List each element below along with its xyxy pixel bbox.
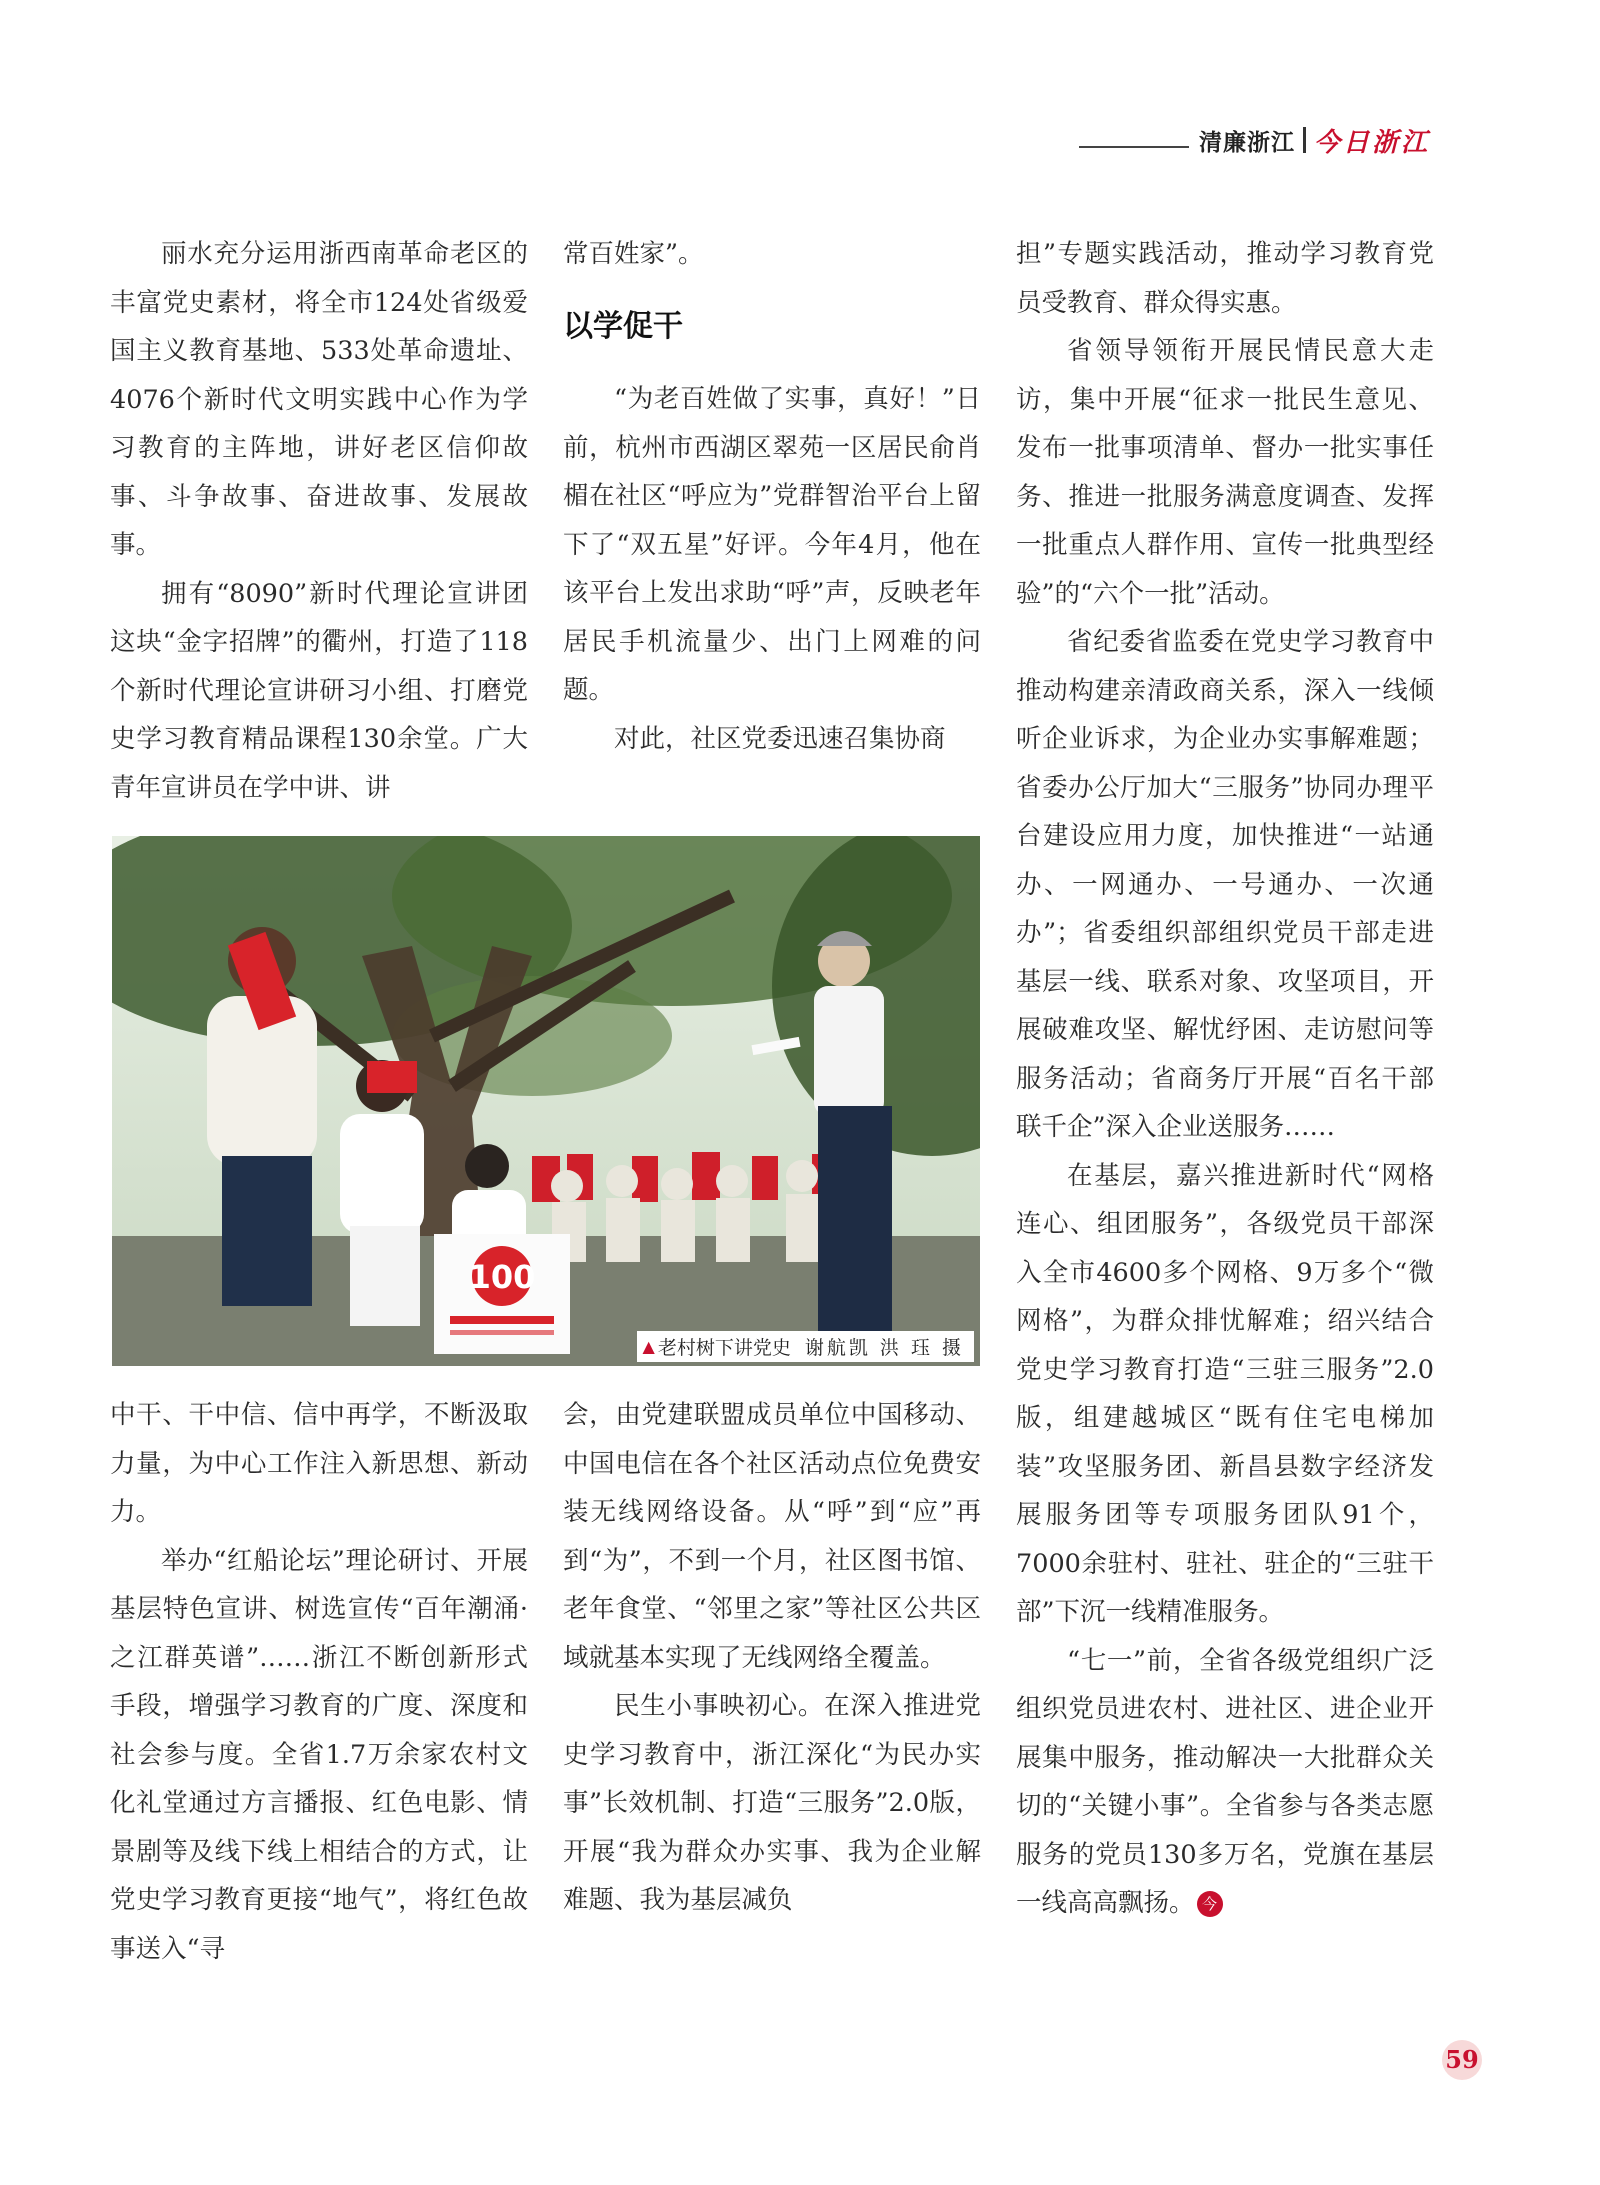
section-name: 清廉浙江	[1198, 129, 1295, 156]
section-heading: 以学促干	[563, 308, 683, 344]
paragraph: 对此，社区党委迅速召集协商	[614, 723, 946, 754]
column-1-top	[110, 230, 528, 812]
paragraph: 在基层，嘉兴推进新时代“网格连心、组团服务”，各级党员干部深入全市4600多个网格、9万多个“微网格”，为群众排忧解难；绍兴结合党史学习教育打造“三驻三服务”2.0版，组建越城区“既有住宅电梯加装”攻坚服务团、新昌县数字经济发展服务团等专项服务团队91个，7000余驻村、驻社、驻企的“三驻干部”下沉一线精准服务。	[1016, 1160, 1434, 1627]
column-2-top	[563, 230, 981, 763]
header-separator	[1303, 127, 1306, 153]
column-2-bottom	[563, 1391, 981, 1925]
paragraph: 丽水充分运用浙西南革命老区的丰富党史素材，将全市124处省级爱国主义教育基地、533处革命遗址、4076个新时代文明实践中心作为学习教育的主阵地，讲好老区信仰故事、斗争故事、奋进故事、发展故事。	[110, 239, 528, 560]
page-header	[1079, 120, 1430, 160]
photo-caption	[637, 1331, 974, 1362]
paragraph-text: “七一”前，全省各级党组织广泛组织党员进农村、进社区、进企业开展集中服务，推动解决一大批群众关切的“关键小事”。全省参与各类志愿服务的党员130多万名，党旗在基层一线高高飘扬。	[1016, 1645, 1434, 1918]
paragraph-final	[1016, 1637, 1434, 1928]
column-1-bottom	[110, 1391, 528, 1973]
paragraph-continuation: 中干、干中信、信中再学，不断汲取力量，为中心工作注入新思想、新动力。	[110, 1400, 528, 1527]
paragraph: “为老百姓做了实事，真好！”日前，杭州市西湖区翠苑一区居民俞肖楣在社区“呼应为”党群智治平台上留下了“双五星”好评。今年4月，他在该平台上发出求助“呼”声，反映老年居民手机流量少、出门上网难的问题。	[563, 384, 981, 705]
paragraph: 省纪委省监委在党史学习教育中推动构建亲清政商关系，深入一线倾听企业诉求，为企业办实事解难题；省委办公厅加大“三服务”协同办理平台建设应用力度，加快推进“一站通办、一网通办、一号通办、一次通办”；省委组织部组织党员干部走进基层一线、联系对象、攻坚项目，开展破难攻坚、解忧纾困、走访慰问等服务活动；省商务厅开展“百名干部联千企”深入企业送服务……	[1016, 627, 1434, 1142]
magazine-logo: 今日浙江	[1313, 127, 1430, 158]
page-number: 59	[1442, 2040, 1482, 2080]
end-mark-icon: 今	[1197, 1891, 1223, 1917]
photo-illustration	[112, 836, 980, 1366]
paragraph: 拥有“8090”新时代理论宣讲团这块“金字招牌”的衢州，打造了118个新时代理论宣讲研习小组、打磨党史学习教育精品课程130余堂。广大青年宣讲员在学中讲、讲	[110, 578, 528, 803]
paragraph: 省领导领衔开展民情民意大走访，集中开展“征求一批民生意见、发布一批事项清单、督办一批实事任务、推进一批服务满意度调查、发挥一批重点人群作用、宣传一批典型经验”的“六个一批”活动。	[1016, 336, 1434, 609]
banner-number: 100	[468, 1258, 536, 1296]
paragraph: 民生小事映初心。在深入推进党史学习教育中，浙江深化“为民办实事”长效机制、打造“三服务”2.0版，开展“我为群众办实事、我为企业解难题、我为基层减负	[563, 1691, 981, 1915]
paragraph-continuation: 担”专题实践活动，推动学习教育党员受教育、群众得实惠。	[1016, 239, 1434, 318]
header-rule	[1079, 146, 1189, 148]
paragraph-continuation: 常百姓家”。	[563, 239, 704, 269]
caption-text: 老村树下讲党史	[657, 1337, 791, 1359]
triangle-icon: ▲	[642, 1337, 655, 1356]
article-photo	[112, 836, 980, 1366]
paragraph-continuation: 会，由党建联盟成员单位中国移动、中国电信在各个社区活动点位免费安装无线网络设备。从“呼”到“应”再到“为”，不到一个月，社区图书馆、老年食堂、“邻里之家”等社区公共区域就基本实现了无线网络全覆盖。	[563, 1400, 981, 1673]
paragraph: 举办“红船论坛”理论研讨、开展基层特色宣讲、树选宣传“百年潮涌·之江群英谱”……浙江不断创新形式手段，增强学习教育的广度、深度和社会参与度。全省1.7万余家农村文化礼堂通过方言播报、红色电影、情景剧等及线下线上相结合的方式，让党史学习教育更接“地气”，将红色故事送入“寻	[110, 1545, 528, 1964]
column-3	[1016, 230, 1434, 1928]
photo-credit: 谢航凯 洪 珏 摄	[804, 1337, 964, 1359]
